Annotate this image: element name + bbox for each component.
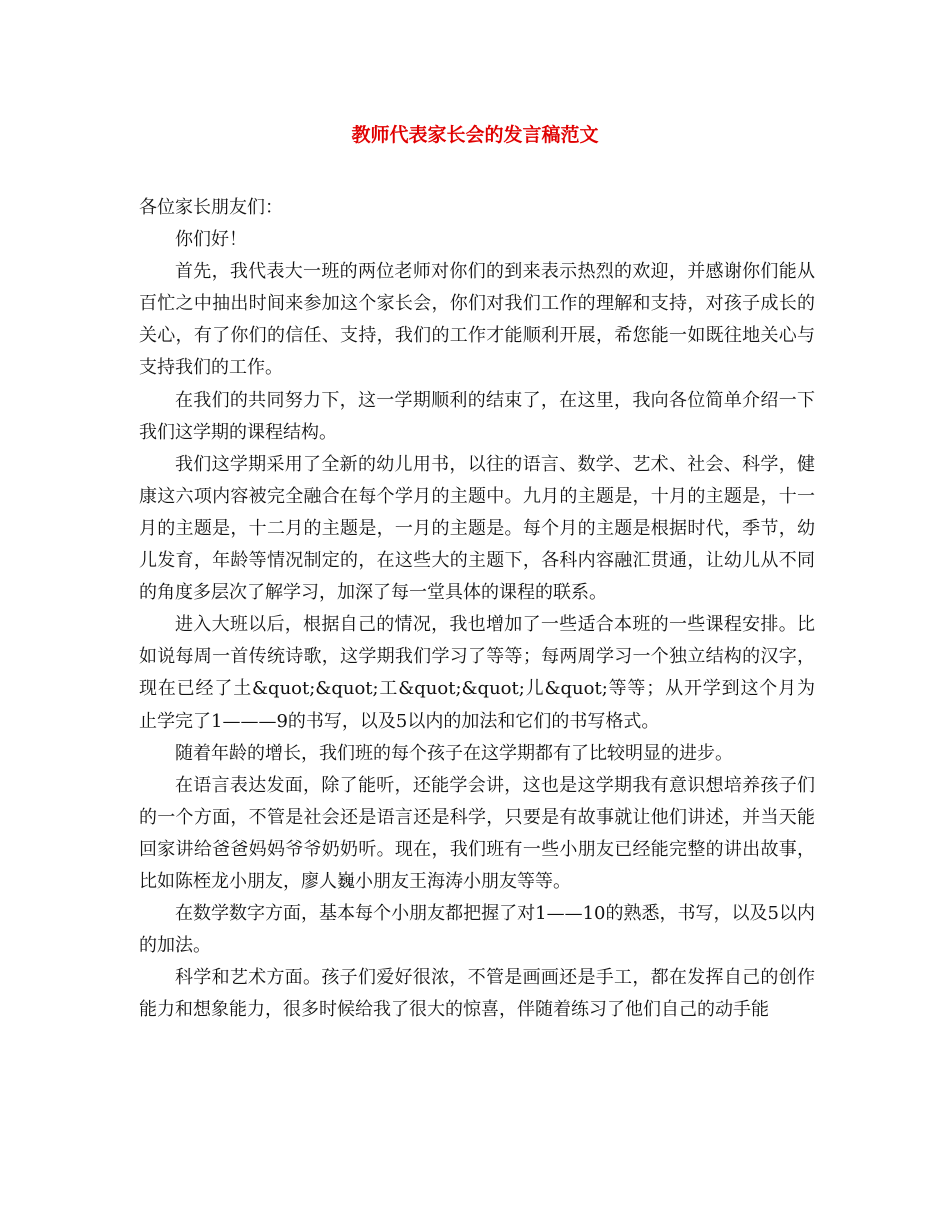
paragraph: 我们这学期采用了全新的幼儿用书，以往的语言、数学、艺术、社会、科学，健康这六项内容被完全融合在每个学月的主题中。九月的主题是，十月的主题是，十一月的主题是，十二月的主题是，一月的主题是。每个月的主题是根据时代，季节，幼儿发育，年龄等情况制定的，在这些大的主题下，各科内容融汇贯通，让幼儿从不同的角度多层次了解学习，加深了每一堂具体的课程的联系。 <box>139 453 815 604</box>
paragraph: 进入大班以后，根据自己的情况，我也增加了一些适合本班的一些课程安排。比如说每周一首传统诗歌，这学期我们学习了等等；每两周学习一个独立结构的汉字，现在已经了土&quot;&quot;工&quot;&quot;儿&quot;等等；从开学到这个月为止学完了1———9的书写，以及5以内的加法和它们的书写格式。 <box>139 614 815 732</box>
paragraph: 首先，我代表大一班的两位老师对你们的到来表示热烈的欢迎，并感谢你们能从百忙之中抽出时间来参加这个家长会，你们对我们工作的理解和支持，对孩子成长的关心，有了你们的信任、支持，我们的工作才能顺利开展，希您能一如既往地关心与支持我们的工作。 <box>139 261 815 379</box>
paragraph: 在语言表达发面，除了能听，还能学会讲，这也是这学期我有意识想培养孩子们的一个方面，不管是社会还是语言还是科学，只要是有故事就让他们讲述，并当天能回家讲给爸爸妈妈爷爷奶奶听。现在，我们班有一些小朋友已经能完整的讲出故事，比如陈桎龙小朋友，廖人巍小朋友王海涛小朋友等等。 <box>139 774 815 892</box>
paragraph: 随着年龄的增长，我们班的每个孩子在这学期都有了比较明显的进步。 <box>175 742 733 764</box>
greeting: 各位家长朋友们： <box>139 197 283 218</box>
paragraph: 科学和艺术方面。孩子们爱好很浓，不管是画画还是手工，都在发挥自己的创作能力和想象能力，很多时候给我了很大的惊喜，伴随着练习了他们自己的动手能 <box>139 967 815 1021</box>
document-title: 教师代表家长会的发言稿范文 <box>351 124 599 146</box>
paragraph: 你们好！ <box>175 229 247 251</box>
paragraph: 在数学数字方面，基本每个小朋友都把握了对1——10的熟悉，书写，以及5以内的加法。 <box>139 903 815 957</box>
document-body <box>139 192 815 1026</box>
paragraph: 在我们的共同努力下，这一学期顺利的结束了，在这里，我向各位简单介绍一下我们这学期的课程结构。 <box>139 389 815 443</box>
